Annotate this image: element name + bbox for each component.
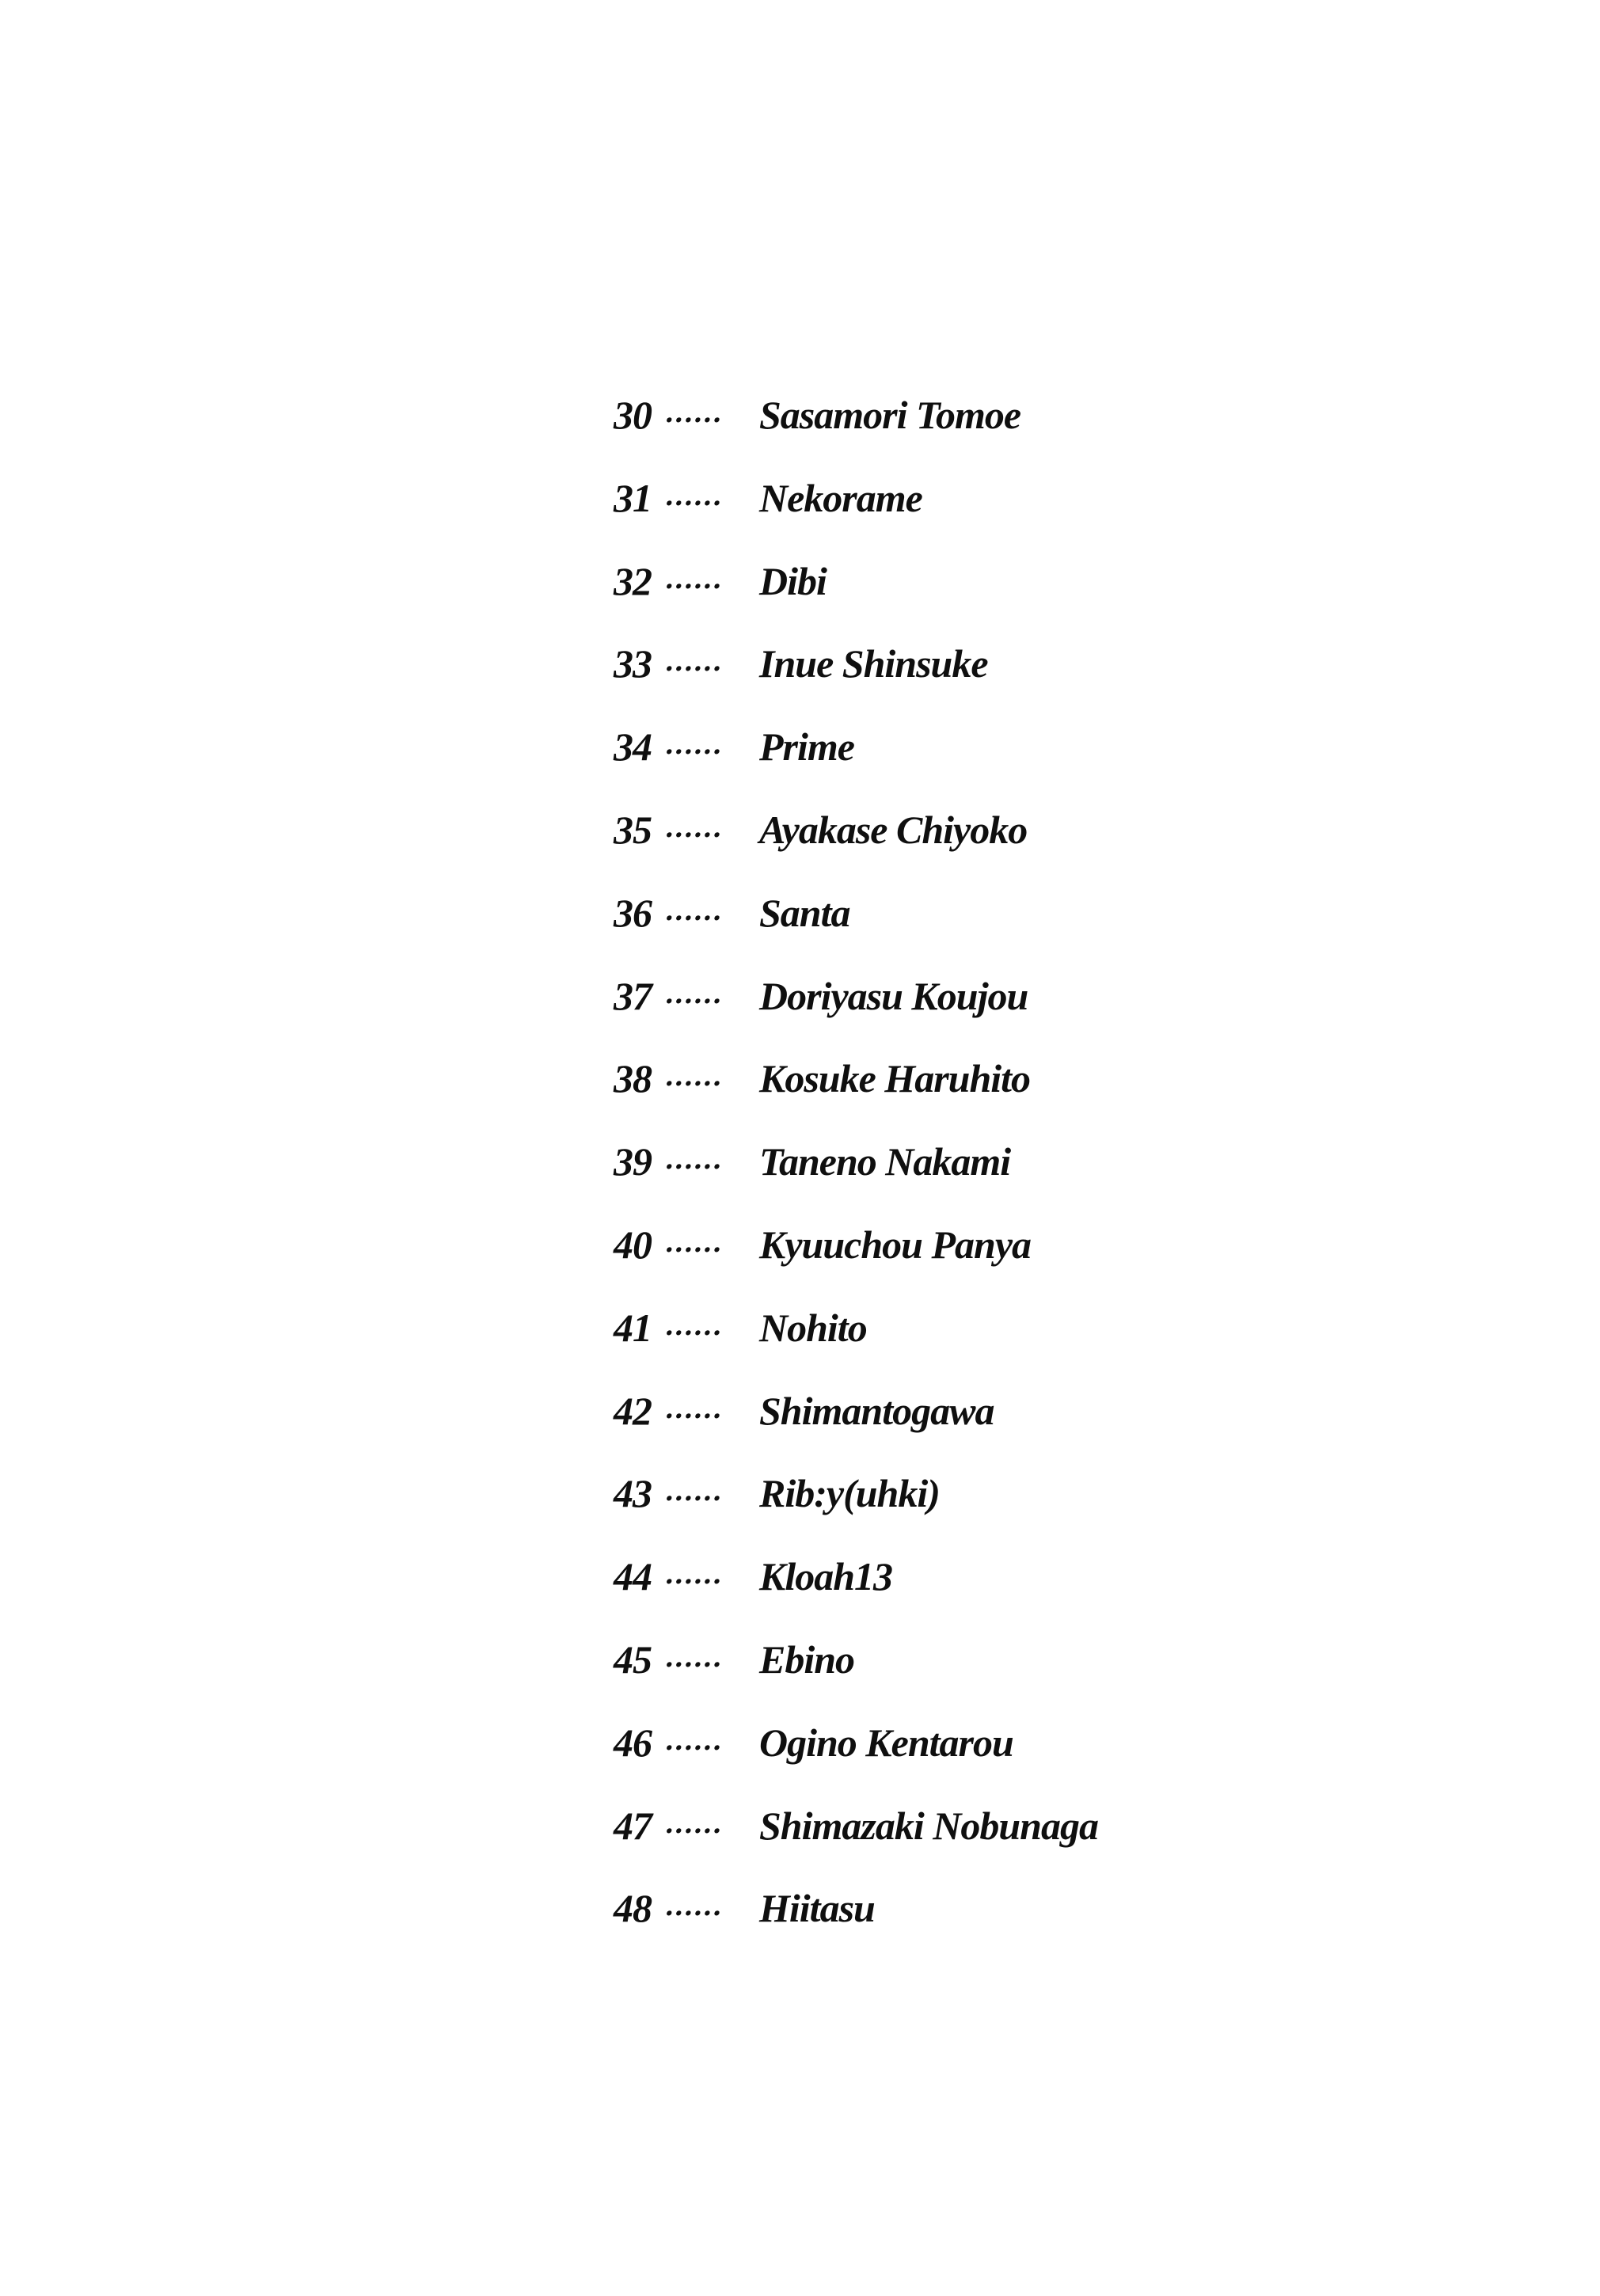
toc-entry	[614, 955, 1098, 1038]
leader-dots: ••••••	[663, 990, 726, 1011]
toc-entry	[614, 789, 1098, 872]
page-number: 46	[614, 1720, 652, 1765]
leader-dots: ••••••	[663, 742, 726, 762]
artist-name: Kosuke Haruhito	[759, 1056, 1031, 1101]
page-number: 43	[614, 1471, 652, 1516]
toc-entry	[614, 1203, 1098, 1287]
toc-entry	[614, 1535, 1098, 1618]
toc-entry	[614, 1618, 1098, 1701]
leader-dots: ••••••	[663, 1820, 726, 1841]
artist-name: Santa	[759, 890, 850, 935]
artist-name: Ebino	[759, 1636, 855, 1682]
leader-dots: ••••••	[663, 824, 726, 845]
leader-dots: ••••••	[663, 1903, 726, 1924]
artist-name: Ogino Kentarou	[759, 1720, 1013, 1765]
toc-entry	[614, 1120, 1098, 1203]
artist-name: Hiitasu	[759, 1886, 875, 1931]
artist-name: Sasamori Tomoe	[759, 393, 1021, 437]
toc-entry	[614, 872, 1098, 955]
toc-entry	[614, 457, 1098, 540]
page-number: 32	[614, 558, 652, 603]
leader-dots: ••••••	[663, 1737, 726, 1758]
artist-name: Kyuuchou Panya	[759, 1222, 1032, 1267]
page-number: 47	[614, 1803, 652, 1848]
leader-dots: ••••••	[663, 1157, 726, 1177]
page-number: 30	[614, 393, 652, 437]
toc-entry	[614, 1287, 1098, 1370]
toc-entry	[614, 1701, 1098, 1785]
artist-name: Inue Shinsuke	[759, 641, 988, 686]
toc-entry	[614, 540, 1098, 623]
leader-dots: ••••••	[663, 1488, 726, 1509]
page-number: 37	[614, 973, 652, 1018]
artist-name: Taneno Nakami	[759, 1139, 1011, 1184]
page-number: 48	[614, 1886, 652, 1931]
artist-name: Dibi	[759, 558, 827, 603]
page-number: 44	[614, 1554, 652, 1599]
page-number: 41	[614, 1305, 652, 1350]
toc-entry	[614, 1037, 1098, 1120]
leader-dots: ••••••	[663, 1572, 726, 1592]
page-number: 39	[614, 1139, 652, 1184]
artist-name: Ayakase Chiyoko	[759, 807, 1028, 852]
page-number: 34	[614, 724, 652, 770]
leader-dots: ••••••	[663, 492, 726, 513]
leader-dots: ••••••	[663, 907, 726, 928]
artist-name: Nekorame	[759, 475, 922, 520]
page-number: 35	[614, 807, 652, 852]
artist-name: Shimazaki Nobunaga	[759, 1803, 1098, 1848]
artist-name: Prime	[759, 724, 854, 770]
toc-entry	[614, 1452, 1098, 1535]
toc-entry	[614, 1867, 1098, 1950]
leader-dots: ••••••	[663, 1322, 726, 1343]
artist-name: Nohito	[759, 1305, 867, 1350]
toc-entry	[614, 1370, 1098, 1453]
leader-dots: ••••••	[663, 1074, 726, 1094]
page-number: 31	[614, 475, 652, 520]
toc-entry	[614, 705, 1098, 789]
toc-entry	[614, 1785, 1098, 1868]
leader-dots: ••••••	[663, 1405, 726, 1426]
artist-name: Kloah13	[759, 1554, 893, 1599]
artist-name: Shimantogawa	[759, 1388, 994, 1433]
page-number: 40	[614, 1222, 652, 1267]
leader-dots: ••••••	[663, 576, 726, 596]
leader-dots: ••••••	[663, 1654, 726, 1674]
leader-dots: ••••••	[663, 410, 726, 430]
leader-dots: ••••••	[663, 659, 726, 679]
toc-list	[614, 374, 1098, 1950]
page-number: 42	[614, 1388, 652, 1433]
page-number: 33	[614, 641, 652, 686]
toc-entry	[614, 374, 1098, 457]
page-number: 38	[614, 1056, 652, 1101]
leader-dots: ••••••	[663, 1239, 726, 1260]
artist-name: Doriyasu Koujou	[759, 973, 1028, 1018]
toc-entry	[614, 622, 1098, 705]
page-number: 36	[614, 890, 652, 935]
page-number: 45	[614, 1636, 652, 1682]
artist-name: Rib:y(uhki)	[759, 1471, 940, 1516]
